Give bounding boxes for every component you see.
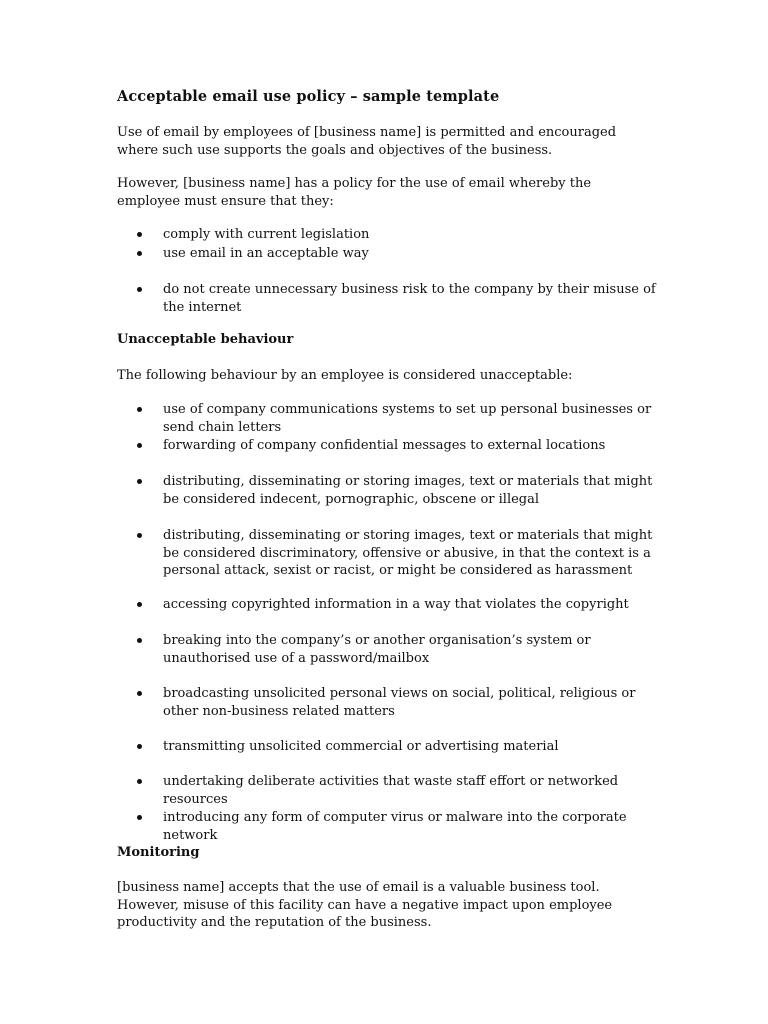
monitoring-paragraph: [business name] accepts that the use of email is a valuable business tool. However, misuse of this facility can have a negative impact upon employee productivity and the reputation of the business. xyxy=(117,880,613,930)
list-item-text: accessing copyrighted information in a way that violates the copyright xyxy=(163,597,629,612)
list-item-text: use email in an acceptable way xyxy=(163,246,369,261)
list-item-text: undertaking deliberate activities that waste staff effort or networked resources xyxy=(163,774,619,807)
intro-paragraph-1: Use of email by employees of [business name] is permitted and encouraged where such use supports the goals and objectives of the business. xyxy=(117,125,617,158)
section-heading-unacceptable: Unacceptable behaviour xyxy=(117,332,294,347)
intro-paragraph-2: However, [business name] has a policy for the use of email whereby the employee must ensure that they: xyxy=(117,176,592,209)
list-item-text: distributing, disseminating or storing images, text or materials that might be considered discriminatory, offensive or abusive, in that the context is a personal attack, sexist or racist, or might be considered as harassment xyxy=(163,528,653,578)
section-heading-monitoring: Monitoring xyxy=(117,845,200,860)
list-item-text: transmitting unsolicited commercial or advertising material xyxy=(163,739,559,754)
list-item-text: comply with current legislation xyxy=(163,227,370,242)
list-item-text: introducing any form of computer virus or malware into the corporate network xyxy=(163,810,627,843)
list-item-text: use of company communications systems to set up personal businesses or send chain letters xyxy=(163,402,652,435)
unacceptable-intro: The following behaviour by an employee is considered unacceptable: xyxy=(117,368,573,383)
list-item-text: forwarding of company confidential messages to external locations xyxy=(163,438,606,453)
list-item-text: do not create unnecessary business risk to the company by their misuse of the internet xyxy=(163,282,656,315)
list-item-text: distributing, disseminating or storing images, text or materials that might be considered indecent, pornographic, obscene or illegal xyxy=(163,474,653,507)
list-item-text: broadcasting unsolicited personal views on social, political, religious or other non-business related matters xyxy=(163,686,636,719)
document-title: Acceptable email use policy – sample template xyxy=(117,88,500,105)
list-item-text: breaking into the company’s or another organisation’s system or unauthorised use of a password/mailbox xyxy=(163,633,591,666)
